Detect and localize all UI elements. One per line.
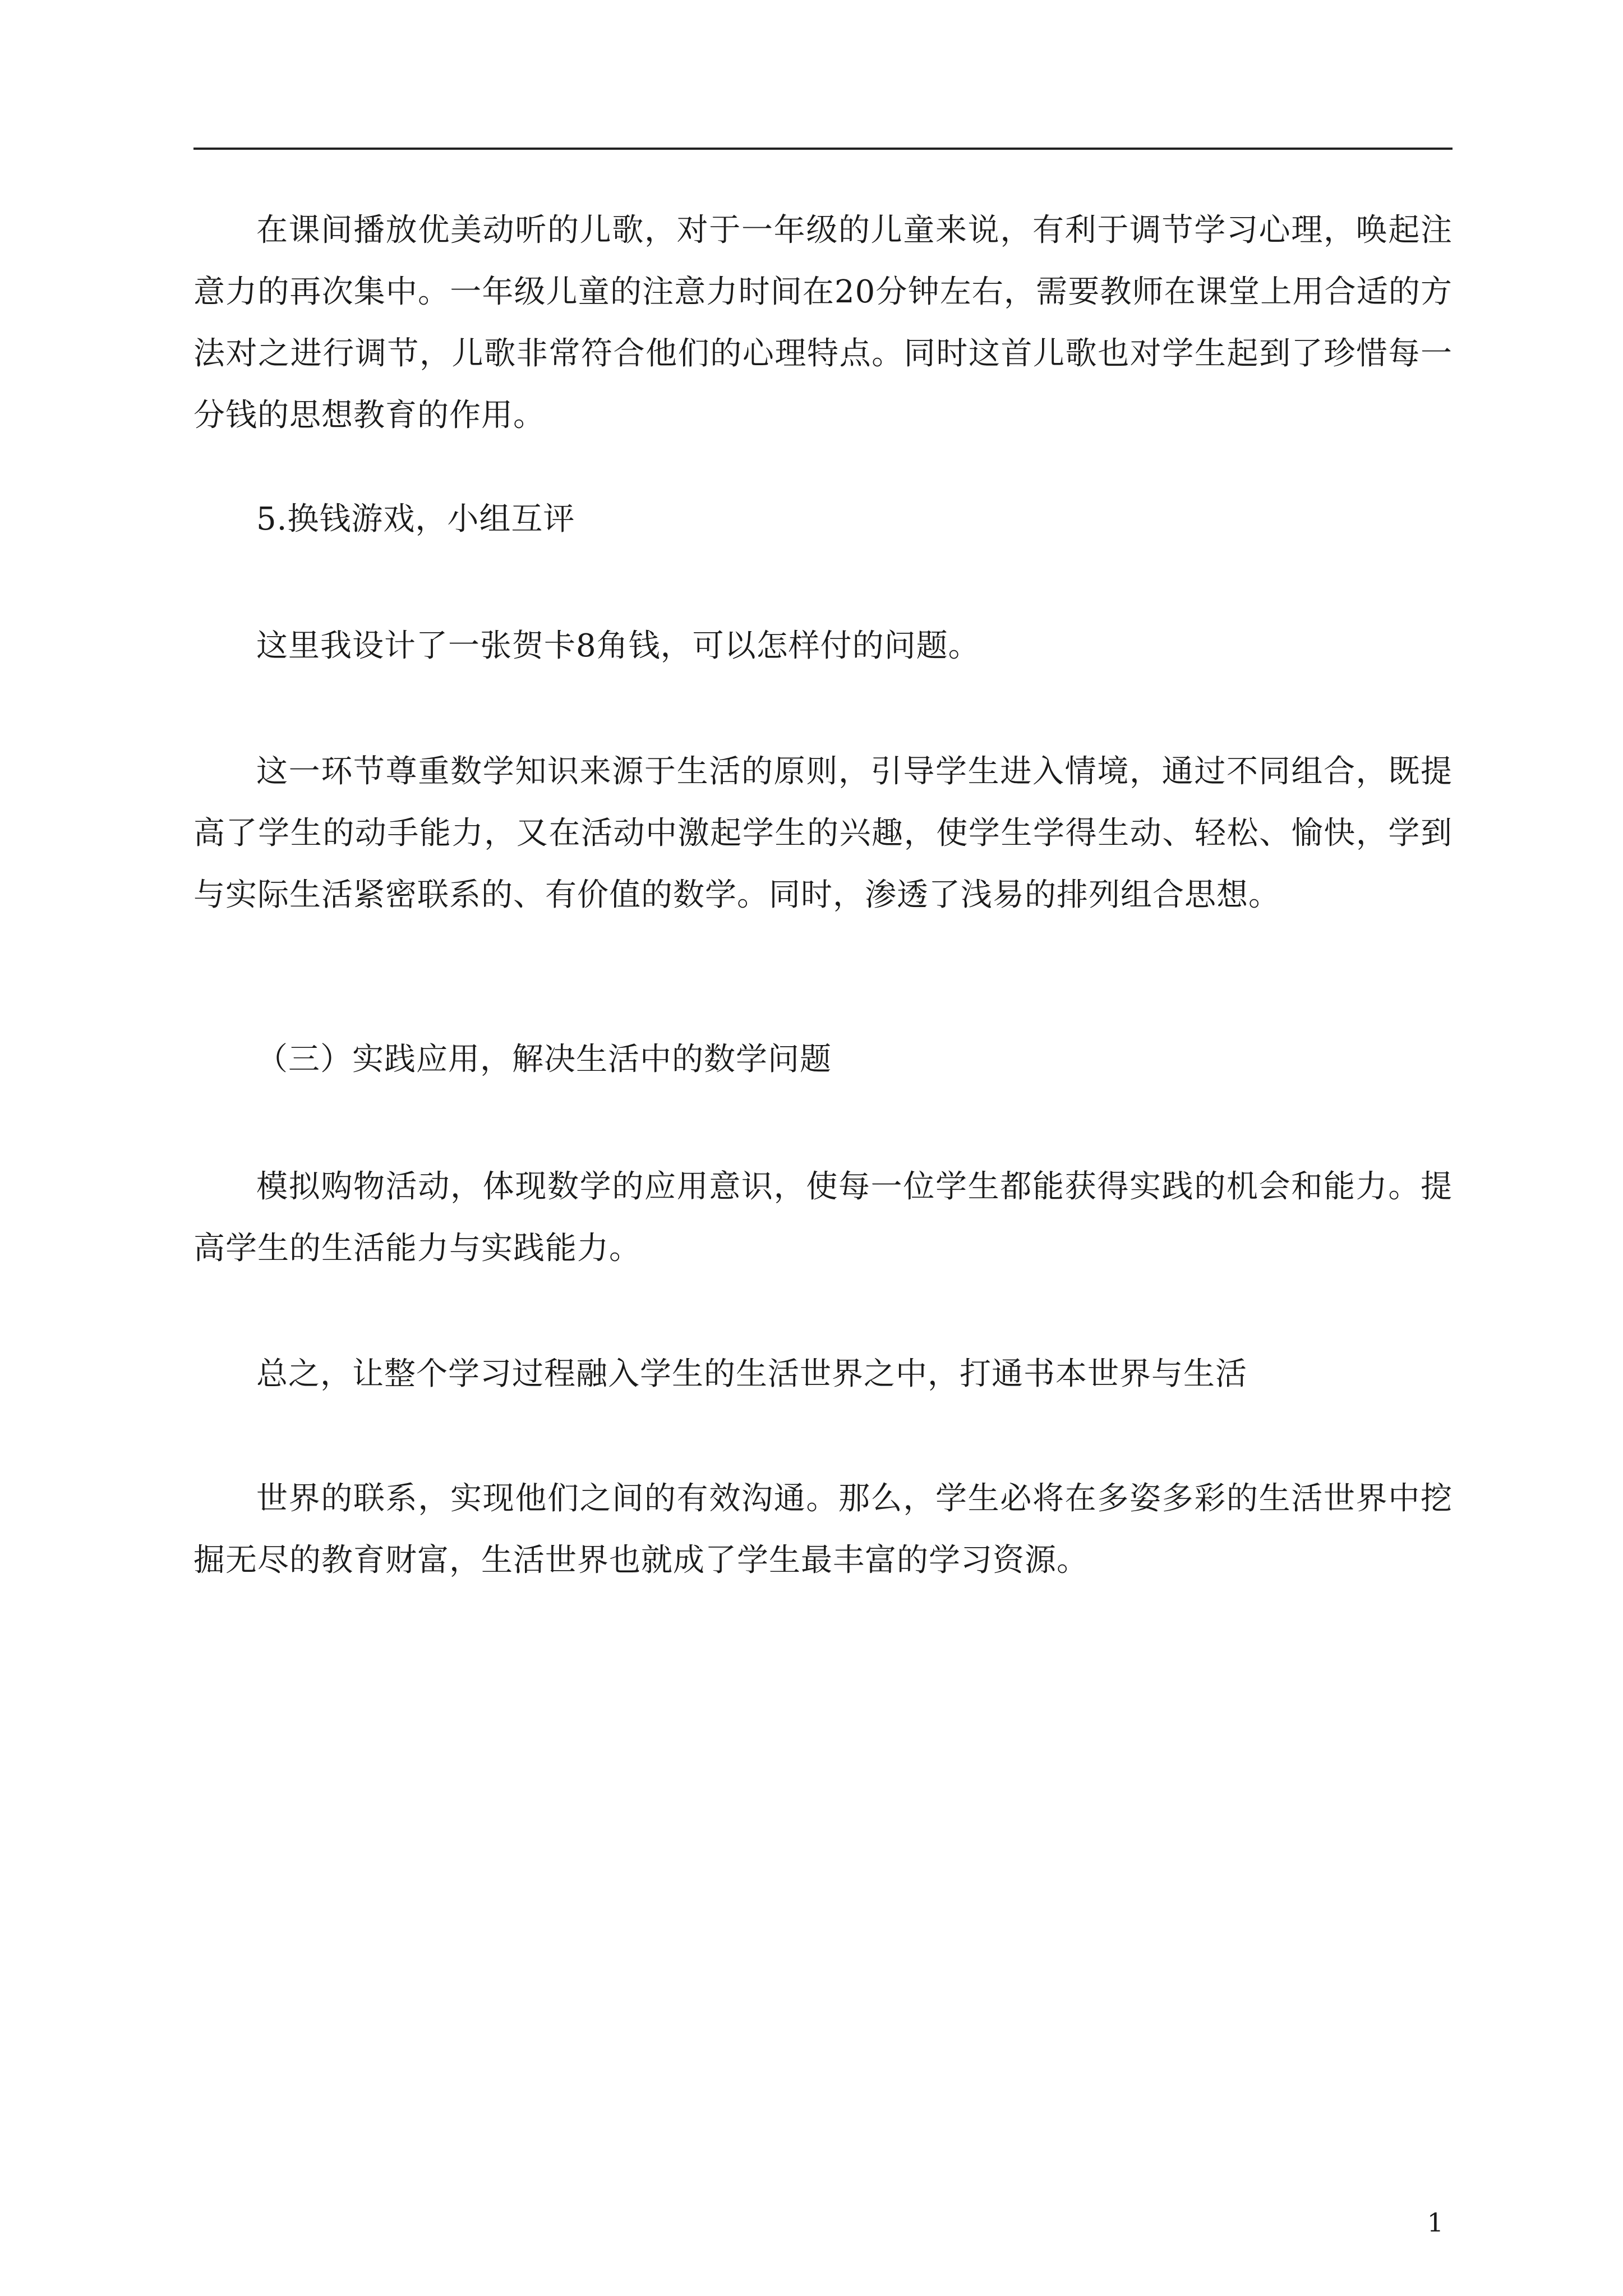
paragraph-children-song: 在课间播放优美动听的儿歌，对于一年级的儿童来说，有利于调节学习心理，唤起注意力的再次集中。一年级儿童的注意力时间在20分钟左右，需要教师在课堂上用合适的方法对之进行调节，儿歌非常符合他们的心理特点。同时这首儿歌也对学生起到了珍惜每一分钱的思想教育的作用。 xyxy=(193,212,1453,434)
paragraph-real-life-principle: 这一环节尊重数学知识来源于生活的原则，引导学生进入情境，通过不同组合，既提高了学生的动手能力，又在活动中激起学生的兴趣，使学生学得生动、轻松、愉快，学到与实际生活紧密联系的、有价值的数学。同时，渗透了浅易的排列组合思想。 xyxy=(193,753,1453,913)
paragraph-shopping-activity: 模拟购物活动，体现数学的应用意识，使每一位学生都能获得实践的机会和能力。提高学生的生活能力与实践能力。 xyxy=(193,1168,1453,1267)
paragraph-summary-continued: 世界的联系，实现他们之间的有效沟通。那么，学生必将在多姿多彩的生活世界中挖掘无尽的教育财富，生活世界也就成了学生最丰富的学习资源。 xyxy=(193,1480,1453,1579)
header-rule xyxy=(193,148,1453,150)
page-number: 1 xyxy=(1427,2207,1444,2238)
paragraph-greeting-card: 这里我设计了一张贺卡8角钱，可以怎样付的问题。 xyxy=(256,628,980,664)
paragraph-summary: 总之，让整个学习过程融入学生的生活世界之中，打通书本世界与生活 xyxy=(256,1356,1247,1392)
heading-money-exchange-game: 5.换钱游戏，小组互评 xyxy=(256,501,575,537)
heading-practical-application: （三）实践应用，解决生活中的数学问题 xyxy=(256,1041,832,1078)
